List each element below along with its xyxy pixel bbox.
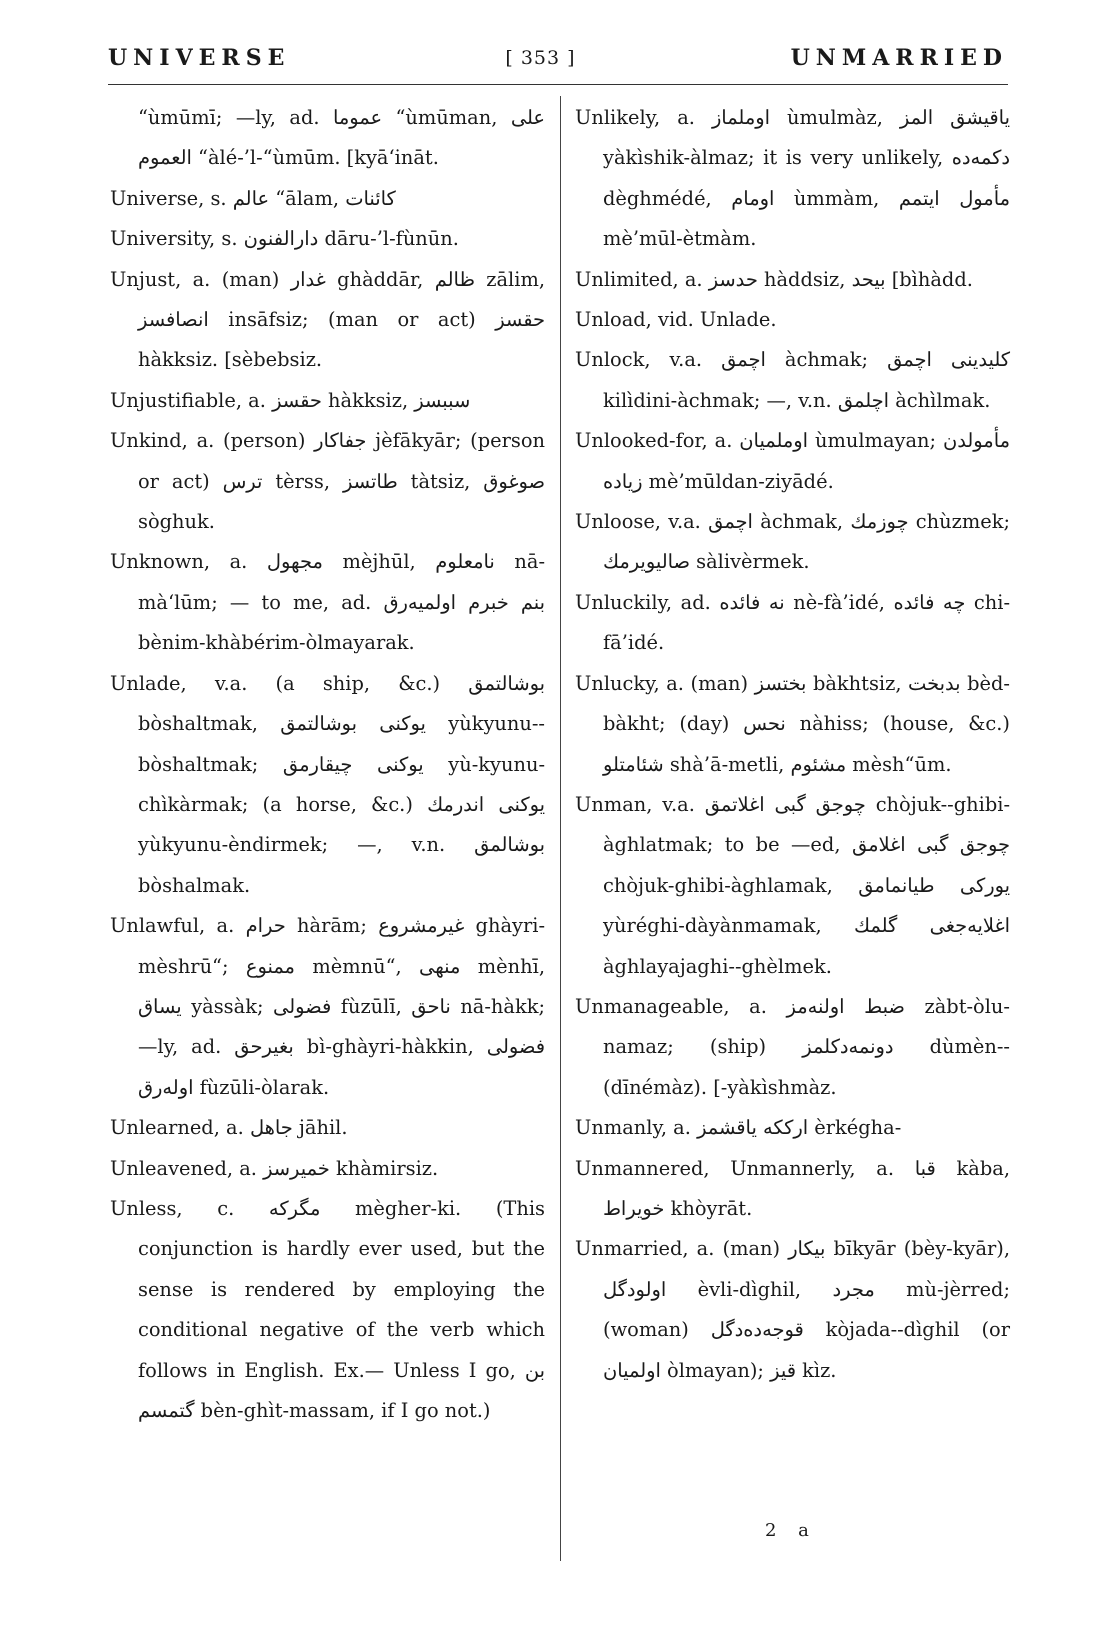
column-divider [560, 96, 561, 1561]
dictionary-entry: Unknown, a. مجهول mèjhūl, نامعلوم nā-mà‘lūm; — to me, ad. بنم خبرم اولمیه‌رق bènim-khàbérim-òlmayarak. [110, 550, 545, 655]
dictionary-entry: Unleavened, a. خمیرسز khàmirsiz. [110, 1156, 439, 1180]
dictionary-entry: Unmanageable, a. ضبط اولنه‌مز zàbt-òlu-namaz; (ship) دونمه‌دکلمز dùmèn--(dīnémàz). [-yàkìshmàz. [575, 994, 1010, 1099]
right-column [575, 98, 1010, 1391]
dictionary-entry: Unlawful, a. حرام hàrām; غیرمشروع ghàyri-mèshrū“; ممنوع mèmnū“, منهی mènhī, یساق yàssàk; فضولی fùzūlī, ناحق nā-hàkk; —ly, ad. بغیرحق bì-ghàyri-hàkkin, فضولی اوله‌رق fùzūli-òlarak. [110, 914, 546, 1099]
dictionary-entry: Unjust, a. (man) غدار ghàddār, ظالم zālim, انصافسز insāfsiz; (man or act) حقسز hàkksiz. [sèbebsiz. [110, 267, 545, 372]
dictionary-entry: Unless, c. مگرکه mègher-ki. (This conjunction is hardly ever used, but the sense is rendered by employing the conditional negative of the verb which follows in English. Ex.— Unless I go, بن گتمسم bèn-ghìt-massam, if I go not.) [110, 1196, 545, 1422]
page-number: [ 353 ] [505, 47, 576, 69]
dictionary-entry: University, s. دارالفنون dāru-’l-fùnūn. [110, 227, 459, 251]
dictionary-entry: Unmanly, a. ارککه یاقشمز èrkégha- [575, 1116, 902, 1140]
dictionary-entry: Unmarried, a. (man) بیکار bīkyār (bèy-kyār), اولودگل èvli-dìghil, مجرد mù-jèrred; (woman) قوجه‌ده‌دگل kòjada--dìghil (or اولمیان òlmayan); قیز kìz. [575, 1237, 1011, 1382]
dictionary-entry: Unluckily, ad. نه فائده nè-fà’idé, چه فائده chi-fā’idé. [575, 590, 1010, 655]
running-header [108, 38, 1008, 78]
dictionary-entry: Unloose, v.a. اچمق àchmak, چوزمك chùzmek; صالیویرمك sàlivèrmek. [575, 510, 1010, 574]
dictionary-entry: Unlearned, a. جاهل jāhil. [110, 1116, 348, 1140]
dictionary-entry: Unlimited, a. حدسز hàddsiz, بیحد [bìhàdd. [575, 267, 973, 291]
dictionary-entry: “ùmūmī; —ly, ad. عموما “ùmūman, علی العموم “àlé-’l-“ùmūm. [kyā‘ināt. [138, 106, 545, 170]
dictionary-entry: Unman, v.a. چوجق گبی اغلاتمق chòjuk--ghibi-àghlatmak; to be —ed, چوجق گبی اغلامق chòjuk-ghibi-àghlamak, یورکی طیانمامق yùréghi-dàyànmamak, اغلایه‌جغی گلمك àghlayajaghi--ghèlmek. [575, 792, 1011, 978]
dictionary-entry: Unload, vid. Unlade. [575, 308, 777, 332]
left-column [110, 98, 545, 1431]
dictionary-entry: Unlooked-for, a. اوملمیان ùmulmayan; مأمولدن زیاده mè’mūldan-ziyādé. [575, 429, 1010, 493]
dictionary-entry: Unlikely, a. اوملماز ùmulmàz, یاقیشق المز yàkìshik-àlmaz; it is very unlikely, دکمه‌ده dèghmédé, اومام ùmmàm, مأمول ایتمم mè’mūl-ètmàm. [575, 106, 1010, 251]
dictionary-entry: Unmannered, Unmannerly, a. قبا kàba, خویراط khòyrāt. [575, 1156, 1010, 1220]
dictionary-entry: Unlade, v.a. (a ship, &c.) بوشالتمق bòshaltmak, یوکنی بوشالتمق yùkyunu--bòshaltmak; یوکنی چیقارمق yù-kyunu-chìkàrmak; (a horse, &c.) یوکنی اندرمك yùkyunu-èndirmek; —, v.n. بوشالمق bòshalmak. [110, 671, 545, 897]
header-rule [108, 84, 1008, 85]
header-left-word: UNIVERSE [108, 45, 291, 71]
dictionary-entry: Unlucky, a. (man) بختسز bàkhtsiz, بدبخت bèd-bàkht; (day) نحس nàhiss; (house, &c.) شئامتلو shà’ā-metli, مشئوم mèsh“ūm. [575, 671, 1010, 776]
header-right-word: UNMARRIED [790, 45, 1008, 71]
dictionary-entry: Unkind, a. (person) جفاکار jèfākyār; (person or act) ترس tèrss, طاتسز tàtsiz, صوغوق sòghuk. [110, 429, 545, 534]
dictionary-entry: Unjustifiable, a. حقسز hàkksiz, سببسز [110, 388, 471, 412]
dictionary-entry: Universe, s. عالم “ālam, کائنات [110, 186, 396, 210]
dictionary-entry: Unlock, v.a. اچمق àchmak; کلیدینی اچمق kilìdini-àchmak; —, v.n. اچلمق àchìlmak. [575, 348, 1010, 412]
signature-mark: 2 a [765, 1520, 817, 1541]
